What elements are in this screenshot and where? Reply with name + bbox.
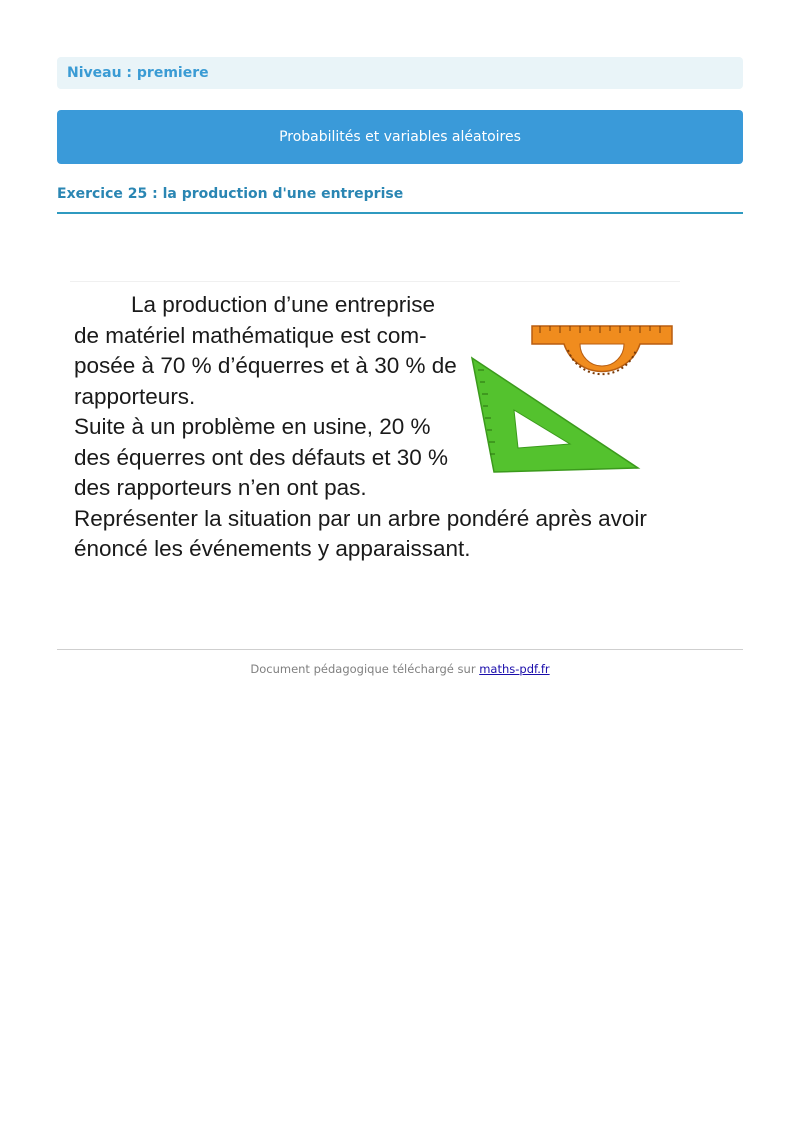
statement-line: posée à 70 % d’équerres et à 30 % de — [74, 353, 457, 378]
statement-line: énoncé les événements y apparaissant. — [74, 536, 471, 561]
exercise-statement-image — [70, 281, 680, 574]
footer-text: Document pédagogique téléchargé sur — [250, 662, 476, 676]
statement-line: des équerres ont des défauts et 30 % — [74, 444, 448, 470]
footer-link[interactable]: maths-pdf.fr — [479, 662, 550, 676]
set-square-icon — [472, 358, 638, 472]
statement-line: La production d’une entreprise — [131, 292, 435, 317]
protractor-icon — [532, 326, 672, 374]
statement-line: Représenter la situation par un arbre pondéré après avoir — [74, 505, 647, 531]
statement-line: Suite à un problème en usine, 20 % — [74, 414, 431, 439]
topic-title: Probabilités et variables aléatoires — [279, 129, 521, 145]
level-banner — [57, 57, 743, 89]
statement-line: rapporteurs. — [74, 383, 196, 409]
level-label: Niveau : premiere — [67, 65, 209, 81]
footer — [57, 662, 743, 676]
statement-line: de matériel mathématique est com- — [74, 322, 427, 348]
exercise-title: Exercice 25 : la production d'une entreprise — [57, 186, 743, 214]
statement-line: des rapporteurs n’en ont pas. — [74, 475, 367, 500]
topic-banner — [57, 110, 743, 164]
math-tools-illustration — [470, 300, 680, 478]
footer-divider — [57, 649, 743, 650]
